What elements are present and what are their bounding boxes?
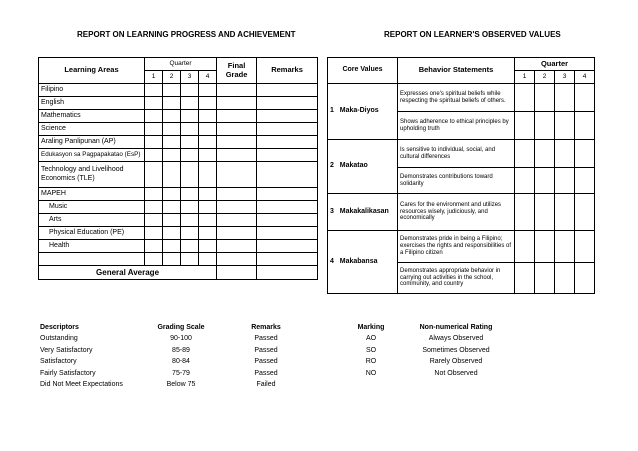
final-grade-cell[interactable] xyxy=(217,162,257,188)
legend-remark: Passed xyxy=(254,358,278,366)
grade-cell[interactable] xyxy=(145,214,163,227)
grade-cell[interactable] xyxy=(199,136,217,149)
legend-remark: Passed xyxy=(254,369,278,377)
rating-cell[interactable] xyxy=(575,112,595,140)
grade-cell[interactable] xyxy=(181,162,199,188)
remarks-cell[interactable] xyxy=(257,253,318,266)
non-numerical-rating: Rarely Observed xyxy=(429,358,483,366)
core-value-maka-diyos xyxy=(328,84,398,140)
grade-cell[interactable] xyxy=(199,84,217,97)
remarks-cell[interactable] xyxy=(257,110,318,123)
final-grade-cell[interactable] xyxy=(217,123,257,136)
grade-cell[interactable] xyxy=(199,110,217,123)
grade-cell[interactable] xyxy=(181,97,199,110)
grade-cell[interactable] xyxy=(145,201,163,214)
grading-scale: 75-79 xyxy=(172,369,190,377)
behavior-row xyxy=(328,231,595,263)
grade-cell[interactable] xyxy=(181,227,199,240)
rating-cell[interactable] xyxy=(575,263,595,294)
quarter-1-header: 1 xyxy=(145,71,163,84)
grade-cell[interactable] xyxy=(199,240,217,253)
grade-cell[interactable] xyxy=(199,162,217,188)
remarks-cell[interactable] xyxy=(257,201,318,214)
grade-cell[interactable] xyxy=(145,149,163,162)
legend-remarks-column xyxy=(240,322,292,390)
grade-cell[interactable] xyxy=(181,136,199,149)
behavior-statement: Is sensitive to individual, social, and cultural differences xyxy=(398,140,515,168)
rating-cell[interactable] xyxy=(535,263,555,294)
grade-cell[interactable] xyxy=(181,123,199,136)
grading-scale: 80-84 xyxy=(172,358,190,366)
final-grade-cell[interactable] xyxy=(217,253,257,266)
final-grade-cell[interactable] xyxy=(217,149,257,162)
grade-cell[interactable] xyxy=(163,110,181,123)
non-numerical-rating-heading: Non-numerical Rating xyxy=(419,324,493,331)
grade-cell[interactable] xyxy=(199,188,217,201)
non-numerical-rating-column xyxy=(410,322,502,379)
subject-row xyxy=(39,149,318,162)
rating-cell[interactable] xyxy=(575,231,595,263)
grade-cell[interactable] xyxy=(181,188,199,201)
subject-row xyxy=(39,123,318,136)
grade-cell[interactable] xyxy=(181,240,199,253)
subject-name: Music xyxy=(39,201,145,214)
grading-scale: 85-89 xyxy=(172,346,190,354)
grade-cell[interactable] xyxy=(163,201,181,214)
grade-cell[interactable] xyxy=(199,214,217,227)
rating-cell[interactable] xyxy=(515,140,535,168)
rating-cell[interactable] xyxy=(555,263,575,294)
final-grade-cell[interactable] xyxy=(217,97,257,110)
subject-name: Physical Education (PE) xyxy=(39,227,145,240)
grade-cell[interactable] xyxy=(181,84,199,97)
remarks-cell[interactable] xyxy=(257,136,318,149)
rating-cell[interactable] xyxy=(535,194,555,231)
grade-cell[interactable] xyxy=(163,162,181,188)
grade-cell[interactable] xyxy=(145,97,163,110)
rating-cell[interactable] xyxy=(555,168,575,194)
subject-row xyxy=(39,201,318,214)
final-grade-cell[interactable] xyxy=(217,136,257,149)
subject-name: Arts xyxy=(39,214,145,227)
marking-code: RO xyxy=(365,358,377,366)
legend-remark: Passed xyxy=(254,346,278,354)
quarter-4-header: 4 xyxy=(199,71,217,84)
remarks-cell[interactable] xyxy=(257,266,318,280)
core-value-name: Maka-Diyos xyxy=(339,107,379,115)
final-grade-header xyxy=(217,58,257,84)
marking-code: SO xyxy=(365,346,377,354)
behavior-row xyxy=(328,84,595,112)
rating-cell[interactable] xyxy=(575,84,595,112)
behavior-statement: Demonstrates contributions toward solidarity xyxy=(398,168,515,194)
subject-name: MAPEH xyxy=(39,188,145,201)
core-value-number: 3 xyxy=(330,207,334,215)
grade-cell[interactable] xyxy=(181,253,199,266)
remarks-cell[interactable] xyxy=(257,149,318,162)
grade-cell[interactable] xyxy=(163,253,181,266)
subject-name: Health xyxy=(39,240,145,253)
core-value-makakalikasan xyxy=(328,194,398,231)
core-value-number: 4 xyxy=(330,257,334,265)
grade-cell[interactable] xyxy=(199,123,217,136)
quarter-3-header: 3 xyxy=(181,71,199,84)
final-grade-header-line1: Final xyxy=(227,60,246,70)
rating-cell[interactable] xyxy=(555,140,575,168)
grade-cell[interactable] xyxy=(145,84,163,97)
grade-cell[interactable] xyxy=(199,97,217,110)
final-grade-cell[interactable] xyxy=(217,84,257,97)
descriptors-heading: Descriptors xyxy=(40,324,79,331)
subject-name: Edukasyon sa Pagpapakatao (EsP) xyxy=(39,149,145,162)
rating-cell[interactable] xyxy=(535,112,555,140)
rating-cell[interactable] xyxy=(555,112,575,140)
final-grade-cell[interactable] xyxy=(217,240,257,253)
grade-cell[interactable] xyxy=(199,227,217,240)
rating-cell[interactable] xyxy=(555,84,575,112)
core-value-number: 2 xyxy=(330,162,334,170)
behavior-statements-header: Behavior Statements xyxy=(398,58,515,84)
grade-cell[interactable] xyxy=(199,201,217,214)
non-numerical-rating: Sometimes Observed xyxy=(422,346,490,354)
subject-row xyxy=(39,97,318,110)
marking-code: NO xyxy=(365,369,377,377)
core-value-name: Makatao xyxy=(339,162,368,170)
remarks-cell[interactable] xyxy=(257,227,318,240)
grade-cell[interactable] xyxy=(163,97,181,110)
grading-scale-heading: Grading Scale xyxy=(157,324,205,331)
grade-cell[interactable] xyxy=(199,253,217,266)
subject-row xyxy=(39,136,318,149)
core-value-number: 1 xyxy=(330,107,334,115)
grade-cell[interactable] xyxy=(163,188,181,201)
general-average-label: General Average xyxy=(39,266,217,280)
remarks-cell[interactable] xyxy=(257,188,318,201)
quarter-header: Quarter xyxy=(145,58,217,71)
subject-row xyxy=(39,214,318,227)
general-average-cell[interactable] xyxy=(217,266,257,280)
rating-cell[interactable] xyxy=(555,231,575,263)
non-numerical-rating: Always Observed xyxy=(428,335,484,343)
grade-cell[interactable] xyxy=(181,149,199,162)
learning-areas-header: Learning Areas xyxy=(39,58,145,84)
quarter-1-header: 1 xyxy=(515,71,535,84)
marking-heading: Marking xyxy=(357,324,385,331)
remarks-cell[interactable] xyxy=(257,214,318,227)
rating-cell[interactable] xyxy=(515,84,535,112)
descriptor: Very Satisfactory xyxy=(40,346,93,354)
grade-cell[interactable] xyxy=(145,253,163,266)
marking-code: AO xyxy=(365,335,377,343)
behavior-statement: Cares for the environment and utilizes resources wisely, judiciously, and economically xyxy=(398,194,515,231)
remarks-cell[interactable] xyxy=(257,240,318,253)
behavior-statement: Demonstrates pride in being a Filipino; exercises the rights and responsibilities of a Filipino citizen xyxy=(398,231,515,263)
legend-remark: Failed xyxy=(256,380,276,388)
grade-cell[interactable] xyxy=(163,123,181,136)
behavior-statement: Demonstrates appropriate behavior in carrying out activities in the school, community, and country xyxy=(398,263,515,294)
subject-row xyxy=(39,110,318,123)
rating-cell[interactable] xyxy=(535,168,555,194)
descriptor: Fairly Satisfactory xyxy=(40,369,96,377)
grade-cell[interactable] xyxy=(163,136,181,149)
subject-row xyxy=(39,162,318,188)
behavior-row xyxy=(328,140,595,168)
final-grade-cell[interactable] xyxy=(217,227,257,240)
rating-cell[interactable] xyxy=(515,194,535,231)
grade-cell[interactable] xyxy=(199,149,217,162)
core-value-name: Makabansa xyxy=(339,257,378,265)
final-grade-cell[interactable] xyxy=(217,201,257,214)
grade-cell[interactable] xyxy=(145,110,163,123)
core-value-makabansa xyxy=(328,231,398,294)
grade-cell[interactable] xyxy=(145,240,163,253)
behavior-statement: Shows adherence to ethical principles by upholding truth xyxy=(398,112,515,140)
blank-row xyxy=(39,253,318,266)
rating-cell[interactable] xyxy=(535,231,555,263)
rating-cell[interactable] xyxy=(515,112,535,140)
legend-remarks-heading: Remarks xyxy=(251,324,281,331)
marking-column xyxy=(350,322,392,379)
core-value-makatao xyxy=(328,140,398,194)
descriptor: Outstanding xyxy=(40,335,78,343)
general-average-row xyxy=(39,266,318,280)
subject-name: Filipino xyxy=(39,84,145,97)
subject-row xyxy=(39,240,318,253)
rating-cell[interactable] xyxy=(535,140,555,168)
grade-cell[interactable] xyxy=(163,240,181,253)
quarter-header: Quarter xyxy=(515,58,595,71)
remarks-cell[interactable] xyxy=(257,84,318,97)
final-grade-header-line2: Grade xyxy=(225,69,248,79)
left-report-title: REPORT ON LEARNING PROGRESS AND ACHIEVEMENT xyxy=(77,30,296,39)
right-report-title: REPORT ON LEARNER'S OBSERVED VALUES xyxy=(384,30,561,39)
subject-name: Araling Panlipunan (AP) xyxy=(39,136,145,149)
quarter-2-header: 2 xyxy=(163,71,181,84)
final-grade-cell[interactable] xyxy=(217,110,257,123)
descriptors-column xyxy=(40,322,123,390)
learning-progress-table xyxy=(38,57,318,280)
core-values-header: Core Values xyxy=(328,58,398,84)
final-grade-cell[interactable] xyxy=(217,214,257,227)
rating-cell[interactable] xyxy=(575,168,595,194)
grade-cell[interactable] xyxy=(145,188,163,201)
grade-cell[interactable] xyxy=(145,123,163,136)
behavior-statement: Expresses one's spiritual beliefs while respecting the spiritual beliefs of others. xyxy=(398,84,515,112)
behavior-row xyxy=(328,194,595,231)
observed-values-table xyxy=(327,57,595,294)
remarks-cell[interactable] xyxy=(257,162,318,188)
non-numerical-rating: Not Observed xyxy=(434,369,478,377)
rating-cell[interactable] xyxy=(575,194,595,231)
legend-remark: Passed xyxy=(254,335,278,343)
grade-cell[interactable] xyxy=(163,149,181,162)
remarks-header: Remarks xyxy=(257,58,318,84)
grade-cell[interactable] xyxy=(181,110,199,123)
quarter-3-header: 3 xyxy=(555,71,575,84)
grade-cell[interactable] xyxy=(181,201,199,214)
final-grade-cell[interactable] xyxy=(217,188,257,201)
rating-cell[interactable] xyxy=(515,231,535,263)
quarter-2-header: 2 xyxy=(535,71,555,84)
grading-scale-column xyxy=(150,322,212,390)
subject-name: Science xyxy=(39,123,145,136)
blank-cell xyxy=(39,253,145,266)
descriptor: Did Not Meet Expectations xyxy=(40,380,123,388)
quarter-4-header: 4 xyxy=(575,71,595,84)
descriptor: Satisfactory xyxy=(40,358,77,366)
rating-cell[interactable] xyxy=(535,84,555,112)
grade-cell[interactable] xyxy=(145,162,163,188)
grade-cell[interactable] xyxy=(163,214,181,227)
grade-cell[interactable] xyxy=(181,214,199,227)
rating-cell[interactable] xyxy=(575,140,595,168)
subject-row xyxy=(39,227,318,240)
subject-row xyxy=(39,188,318,201)
grading-scale: 90-100 xyxy=(170,335,192,343)
rating-cell[interactable] xyxy=(555,194,575,231)
core-value-name: Makakalikasan xyxy=(339,207,389,215)
rating-cell[interactable] xyxy=(515,263,535,294)
remarks-cell[interactable] xyxy=(257,123,318,136)
grade-cell[interactable] xyxy=(163,227,181,240)
remarks-cell[interactable] xyxy=(257,97,318,110)
grade-cell[interactable] xyxy=(145,227,163,240)
grading-scale: Below 75 xyxy=(166,380,196,388)
grade-cell[interactable] xyxy=(163,84,181,97)
subject-row xyxy=(39,84,318,97)
subject-name: Mathematics xyxy=(39,110,145,123)
subject-name: Technology and Livelihood Economics (TLE) xyxy=(39,162,145,188)
rating-cell[interactable] xyxy=(515,168,535,194)
subject-name: English xyxy=(39,97,145,110)
grade-cell[interactable] xyxy=(145,136,163,149)
